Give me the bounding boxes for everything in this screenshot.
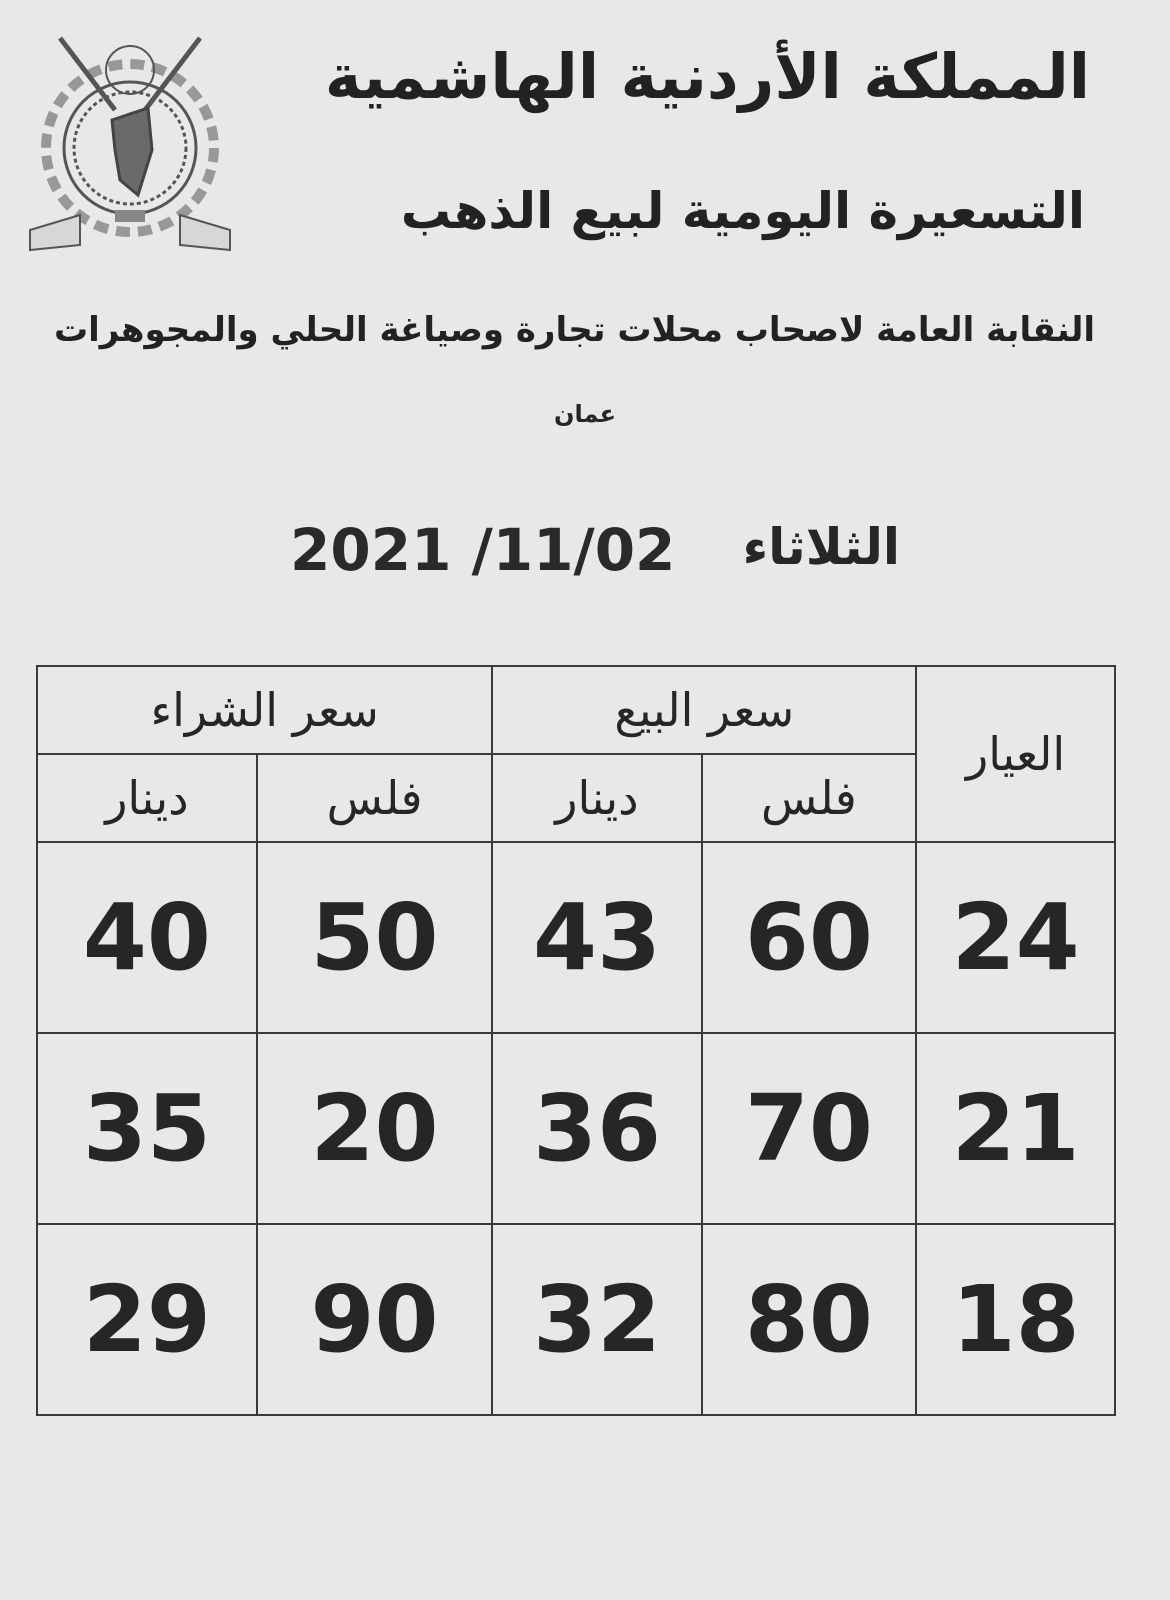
buy-dinar-cell: 29	[37, 1224, 257, 1415]
table-row	[37, 1033, 1115, 1224]
buy-fils-cell: 90	[257, 1224, 492, 1415]
buy-fils-cell: 20	[257, 1033, 492, 1224]
buy-price-header: سعر الشراء	[37, 666, 492, 754]
buy-dinar-cell: 40	[37, 842, 257, 1033]
buy-fils-cell: 50	[257, 842, 492, 1033]
union-name: النقابة العامة لاصحاب محلات تجارة وصياغة الحلي والمجوهرات	[53, 310, 1095, 350]
sell-dinar-cell: 43	[492, 842, 701, 1033]
karat-cell: 18	[916, 1224, 1115, 1415]
sell-dinar-cell: 32	[492, 1224, 701, 1415]
buy-dinar-cell: 35	[37, 1033, 257, 1224]
daily-gold-pricing-title: التسعيرة اليومية لبيع الذهب	[400, 182, 1085, 240]
date-line	[290, 516, 900, 586]
city-label: عمان	[554, 400, 616, 428]
buy-fils-header: فلس	[257, 754, 492, 842]
table-row	[37, 1224, 1115, 1415]
sell-dinar-header: دينار	[492, 754, 701, 842]
gold-price-table	[36, 665, 1116, 1416]
sell-fils-cell: 60	[702, 842, 917, 1033]
sell-price-header: سعر البيع	[492, 666, 916, 754]
date-value: 2021 /11/02	[290, 516, 676, 584]
sell-fils-header: فلس	[702, 754, 917, 842]
day-name: الثلاثاء	[742, 518, 900, 576]
sell-fils-cell: 80	[702, 1224, 917, 1415]
table-row	[37, 842, 1115, 1033]
buy-dinar-header: دينار	[37, 754, 257, 842]
karat-cell: 21	[916, 1033, 1115, 1224]
sell-fils-cell: 70	[702, 1033, 917, 1224]
union-emblem-icon	[20, 30, 240, 260]
karat-header: العيار	[916, 666, 1115, 842]
kingdom-title: المملكة الأردنية الهاشمية	[324, 40, 1090, 113]
sell-dinar-cell: 36	[492, 1033, 701, 1224]
karat-cell: 24	[916, 842, 1115, 1033]
